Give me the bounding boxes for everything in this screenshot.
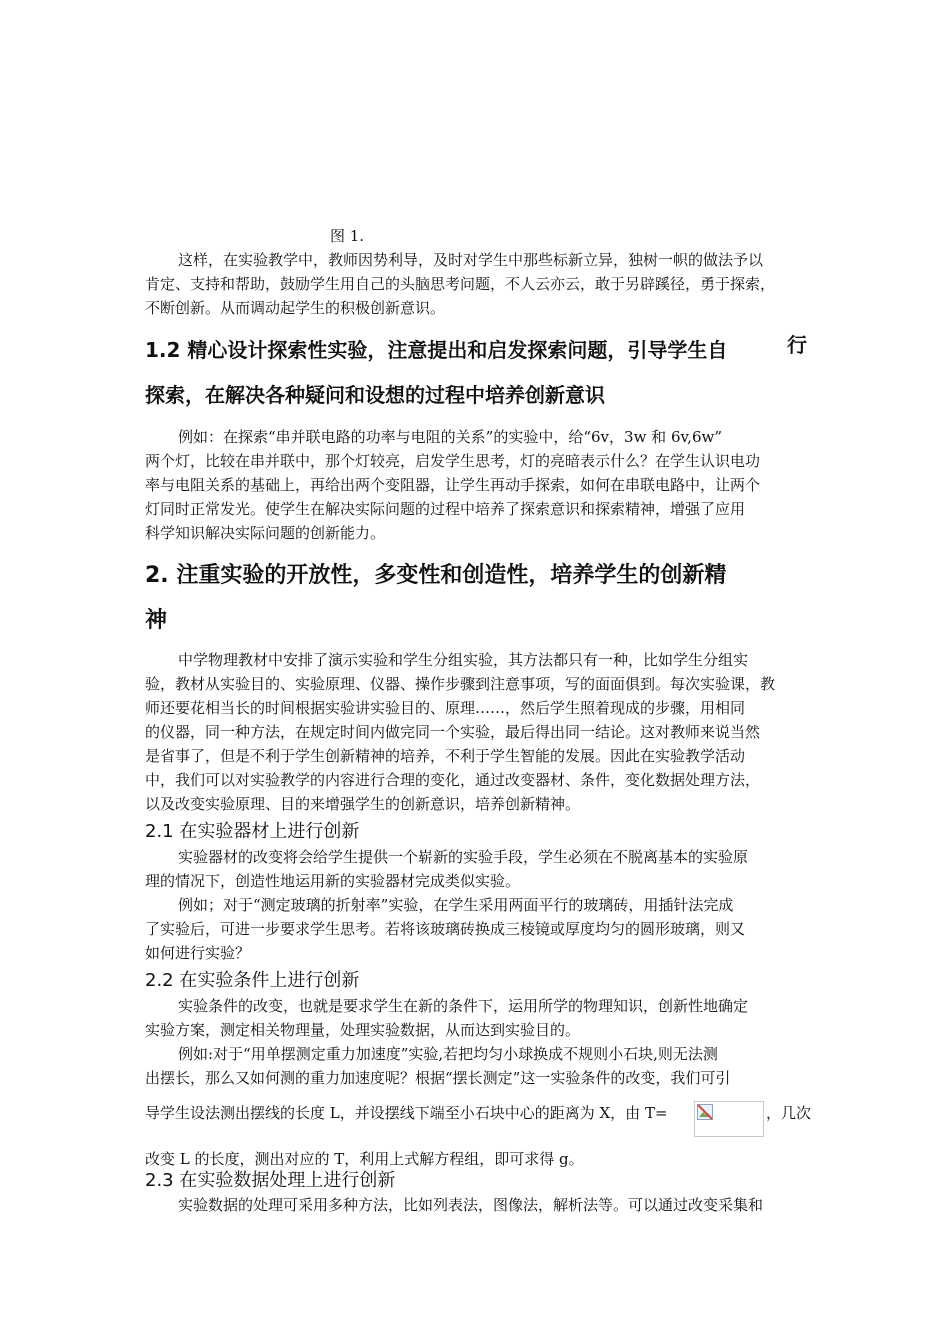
- paragraph-line: 实验条件的改变，也就是要求学生在新的条件下，运用所学的物理知识，创新性地确定: [178, 997, 749, 1015]
- paragraph-line: 出摆长，那么又如何测的重力加速度呢？根据“摆长测定”这一实验条件的改变，我们可引: [145, 1069, 731, 1087]
- paragraph-line: 肯定、支持和帮助，鼓励学生用自己的头脑思考问题，不人云亦云，敢于另辟蹊径，勇于探索，: [145, 275, 776, 293]
- paragraph-line: ，几次: [766, 1104, 812, 1122]
- paragraph-line: 实验方案，测定相关物理量，处理实验数据，从而达到实验目的。: [145, 1021, 581, 1039]
- paragraph-line: 率与电阻关系的基础上，再给出两个变阻器，让学生再动手探索，如何在串联电路中，让两个: [145, 476, 761, 494]
- section-heading-1-2: 1.2 精心设计探索性实验，注意提出和启发探索问题，引导学生自: [145, 338, 728, 362]
- paragraph-line: 科学知识解决实际问题的创新能力。: [145, 524, 386, 542]
- figure-caption: 图 1.: [330, 227, 365, 245]
- paragraph-line: 了实验后，可进一步要求学生思考。若将该玻璃砖换成三棱镜或厚度均匀的圆形玻璃，则又: [145, 920, 746, 938]
- paragraph-line: 实验数据的处理可采用多种方法，比如列表法，图像法，解析法等。可以通过改变采集和: [178, 1196, 764, 1214]
- paragraph-line: 例如；对于“测定玻璃的折射率”实验，在学生采用两面平行的玻璃砖，用插针法完成: [178, 896, 734, 914]
- section-heading-1-2-line2: 探索，在解决各种疑问和设想的过程中培养创新意识: [145, 383, 605, 407]
- section-heading-2: 2. 注重实验的开放性，多变性和创造性，培养学生的创新精: [145, 563, 727, 588]
- paragraph-line: 师还要花相当长的时间根据实验讲实验目的、原理……，然后学生照着现成的步骤，用相同: [145, 699, 746, 717]
- section-heading-2-1: 2.1 在实验器材上进行创新: [145, 821, 360, 842]
- paragraph-line: 的仪器，同一种方法，在规定时间内做完同一个实验，最后得出同一结论。这对教师来说当然: [145, 723, 761, 741]
- paragraph-line: 验，教材从实验目的、实验原理、仪器、操作步骤到注意事项，写的面面俱到。每次实验课，教: [145, 675, 776, 693]
- section-heading-2-3: 2.3 在实验数据处理上进行创新: [145, 1170, 396, 1191]
- section-heading-2-line2: 神: [145, 608, 168, 633]
- section-heading-2-2: 2.2 在实验条件上进行创新: [145, 970, 360, 991]
- paragraph-line: 是省事了，但是不利于学生创新精神的培养，不利于学生智能的发展。因此在实验教学活动: [145, 747, 746, 765]
- paragraph-line: 灯同时正常发光。使学生在解决实际问题的过程中培养了探索意识和探索精神，增强了应用: [145, 500, 746, 518]
- paragraph-line: 改变 L 的长度，测出对应的 T，利用上式解方程组，即可求得 g。: [145, 1150, 584, 1168]
- broken-image-icon: [697, 1104, 713, 1120]
- paragraph-line: 以及改变实验原理、目的来增强学生的创新意识，培养创新精神。: [145, 795, 581, 813]
- paragraph-line: 例如：在探索“串并联电路的功率与电阻的关系”的实验中，给“6v，3w 和 6v,6w”: [178, 428, 723, 446]
- paragraph-line: 这样，在实验教学中，教师因势利导，及时对学生中那些标新立异，独树一帜的做法予以: [178, 251, 764, 269]
- paragraph-line: 理的情况下，创造性地运用新的实验器材完成类似实验。: [145, 872, 521, 890]
- paragraph-line: 导学生设法测出摆线的长度 L，并设摆线下端至小石块中心的距离为 X，由 T=: [145, 1104, 668, 1122]
- formula-image-placeholder: [694, 1101, 764, 1137]
- section-heading-1-2-overflow-char: 行: [787, 333, 807, 357]
- paragraph-line: 中学物理教材中安排了演示实验和学生分组实验，其方法都只有一种，比如学生分组实: [178, 651, 749, 669]
- paragraph-line: 实验器材的改变将会给学生提供一个崭新的实验手段，学生必须在不脱离基本的实验原: [178, 848, 749, 866]
- paragraph-line: 两个灯，比较在串并联中，那个灯较亮，启发学生思考，灯的亮暗表示什么？在学生认识电功: [145, 452, 761, 470]
- paragraph-line: 例如:对于“用单摆测定重力加速度”实验,若把均匀小球换成不规则小石块,则无法测: [178, 1045, 718, 1063]
- paragraph-line: 不断创新。从而调动起学生的积极创新意识。: [145, 299, 446, 317]
- paragraph-line: 如何进行实验？: [145, 944, 251, 962]
- paragraph-line: 中，我们可以对实验教学的内容进行合理的变化，通过改变器材、条件，变化数据处理方法，: [145, 771, 761, 789]
